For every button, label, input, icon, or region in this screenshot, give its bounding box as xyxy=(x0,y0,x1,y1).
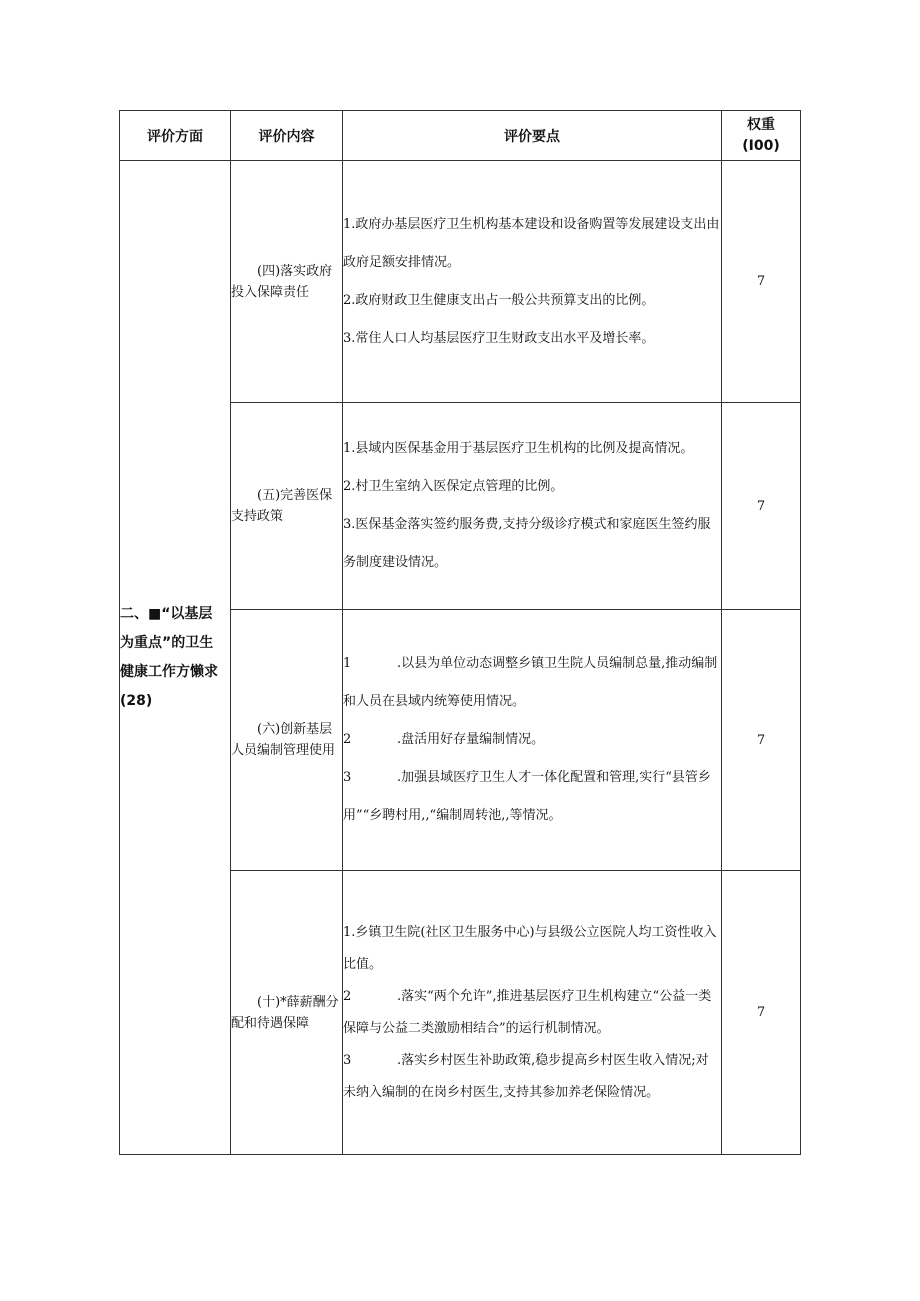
header-points: 评价要点 xyxy=(343,111,722,161)
point-item: 3 .加强县域医疗卫生人才一体化配置和管理,实行“县管乡用”“乡聘村用,,“编制周转池,,等情况。 xyxy=(343,770,711,823)
header-weight-label: 权重 xyxy=(747,116,775,133)
aspect-cell: 二、■“以基层 为重点”的卫生 健康工作方懒求 (28) xyxy=(120,161,231,1155)
point-item: 1.政府办基层医疗卫生机构基本建设和设备购置等发展建设支出由政府足额安排情况。 xyxy=(343,216,720,270)
point-item: 2.政府财政卫生健康支出占一般公共预算支出的比例。 xyxy=(343,292,655,308)
point-item: 3.医保基金落实签约服务费,支持分级诊疗模式和家庭医生签约服务制度建设情况。 xyxy=(343,517,711,570)
table-row xyxy=(120,161,801,403)
header-weight-total: (I00) xyxy=(742,137,780,154)
weight-cell: 7 xyxy=(722,610,801,871)
header-row xyxy=(120,111,801,161)
point-item: 2 .盘活用好存量编制情况。 xyxy=(343,732,545,747)
weight-cell: 7 xyxy=(722,871,801,1155)
point-item: 1 .以县为单位动态调整乡镇卫生院人员编制总量,推动编制和人员在县域内统筹使用情况。 xyxy=(343,656,718,709)
content-cell: (六)创新基层人员编制管理使用 xyxy=(231,610,343,871)
content-cell: (五)完善医保支持政策 xyxy=(231,403,343,610)
point-item: 3.常住人口人均基层医疗卫生财政支出水平及增长率。 xyxy=(343,330,655,346)
points-cell xyxy=(343,403,722,610)
points-cell xyxy=(343,871,722,1155)
point-item: 2.村卫生室纳入医保定点管理的比例。 xyxy=(343,479,564,494)
weight-cell: 7 xyxy=(722,403,801,610)
point-item: 1.县域内医保基金用于基层医疗卫生机构的比例及提高情况。 xyxy=(343,441,694,456)
point-item: 2 .落实“两个允许”,推进基层医疗卫生机构建立“公益一类保障与公益二类激励相结合”的运行机制情况。 xyxy=(343,988,712,1036)
content-cell: (十)*薛薪酬分配和待遇保障 xyxy=(231,871,343,1155)
point-item: 1.乡镇卫生院(社区卫生服务中心)与县级公立医院人均工资性收入比值。 xyxy=(343,924,717,972)
point-item: 3 .落实乡村医生补助政策,稳步提高乡村医生收入情况;对未纳入编制的在岗乡村医生,支持其参加养老保险情况。 xyxy=(343,1052,709,1100)
weight-cell: 7 xyxy=(722,161,801,403)
header-aspect: 评价方面 xyxy=(120,111,231,161)
points-cell xyxy=(343,161,722,403)
content-cell: (四)落实政府投入保障责任 xyxy=(231,161,343,403)
header-content: 评价内容 xyxy=(231,111,343,161)
points-cell xyxy=(343,610,722,871)
header-weight xyxy=(722,111,801,161)
evaluation-table xyxy=(119,110,801,1155)
